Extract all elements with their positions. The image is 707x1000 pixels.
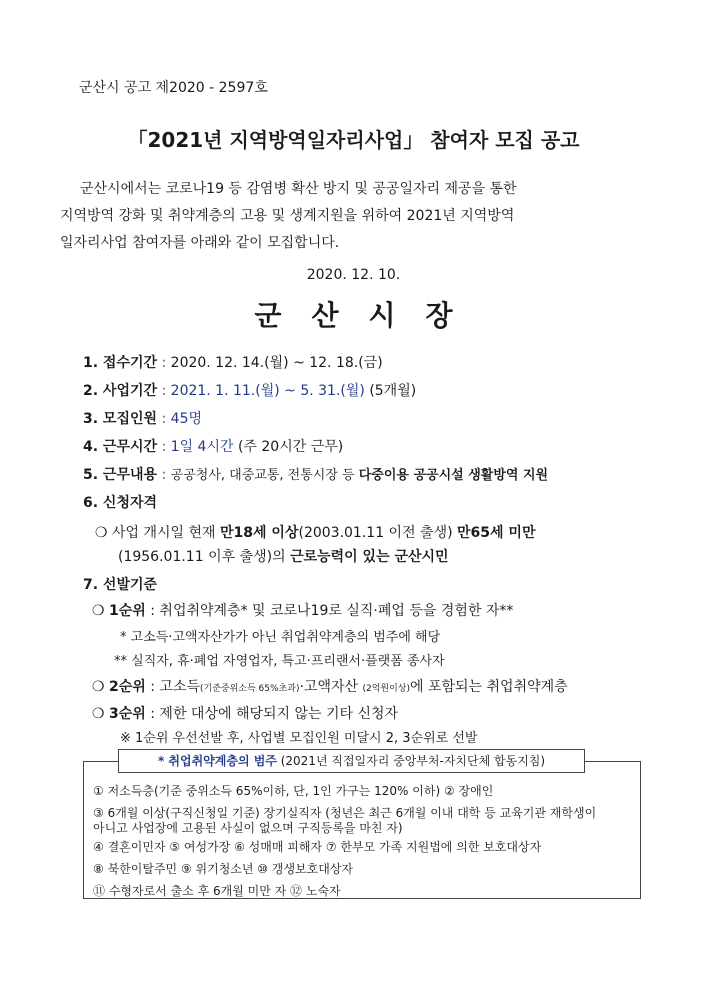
item-label: 4. 근무시간	[83, 439, 158, 455]
box-line-3: 아니고 사업장에 고용된 사실이 없으며 구직등록을 마친 자)	[93, 821, 403, 835]
intro-line-3: 일자리사업 참여자를 아래와 같이 모집합니다.	[60, 235, 340, 251]
item-value: 공공청사, 대중교통, 전통시장 등	[170, 468, 359, 483]
item-label: 3. 모집인원	[83, 411, 158, 427]
criteria-rank-1: ❍ 1순위 : 취업취약계층* 및 코로나19로 실직·폐업 등을 경험한 자**	[92, 603, 514, 619]
intro-line-1: 군산시에서는 코로나19 등 감염병 확산 방지 및 공공일자리 제공을 통한	[80, 181, 517, 197]
intro-line-2: 지역방역 강화 및 취약계층의 고용 및 생계지원을 위하여 2021년 지역방역	[60, 208, 515, 224]
qualification-line-1: ❍ 사업 개시일 현재 만18세 이상(2003.01.11 이전 출생) 만65세 미만	[95, 525, 536, 541]
item-qualification-label: 6. 신청자격	[83, 495, 158, 511]
item-label: 5. 근무내용	[83, 467, 158, 483]
criteria-selection-note: ※ 1순위 우선선발 후, 사업별 모집인원 미달시 2, 3순위로 선발	[120, 731, 478, 746]
criteria-rank-3: ❍ 3순위 : 제한 대상에 해당되지 않는 기타 신청자	[92, 706, 399, 722]
item-work-content: 5. 근무내용 : 공공청사, 대중교통, 전통시장 등 다중이용 공공시설 생활방역 지원	[83, 467, 549, 483]
item-label: 2. 사업기간	[83, 383, 158, 399]
item-application-period: 1. 접수기간 : 2020. 12. 14.(월) ~ 12. 18.(금)	[83, 355, 383, 371]
item-criteria-label: 7. 선발기준	[83, 577, 158, 593]
issuer-name: 군산시장	[254, 299, 483, 332]
box-line-2: ③ 6개월 이상(구직신청일 기준) 장기실직자 (청년은 최근 6개월 이내 대학 등 교육기관 재학생이	[93, 806, 597, 820]
criteria-rank-1-note-2: ** 실직자, 휴·폐업 자영업자, 특고·프리랜서·플랫폼 종사자	[114, 654, 445, 669]
item-value-bold: 다중이용 공공시설 생활방역 지원	[358, 468, 549, 483]
qualification-line-2: (1956.01.11 이후 출생)의 근로능력이 있는 군산시민	[118, 549, 449, 565]
item-recruit-count: 3. 모집인원 : 45명	[83, 411, 202, 427]
criteria-rank-1-note-1: * 고소득·고액자산가가 아닌 취업취약계층의 범주에 해당	[120, 630, 441, 645]
box-title: * 취업취약계층의 범주 (2021년 직접일자리 중앙부처-자치단체 합동지침)	[118, 749, 585, 773]
item-extra: (5개월)	[369, 383, 417, 399]
box-line-1: ① 저소득층(기준 중위소득 65%이하, 단, 1인 가구는 120% 이하) ② 장애인	[93, 784, 494, 798]
item-work-hours: 4. 근무시간 : 1일 4시간 (주 20시간 근무)	[83, 439, 344, 455]
item-value: 1일 4시간	[170, 439, 234, 455]
box-line-4: ④ 결혼이민자 ⑤ 여성가장 ⑥ 성매매 피해자 ⑦ 한부모 가족 지원법에 의한 보호대상자	[93, 840, 542, 854]
item-value: 45명	[170, 411, 202, 427]
criteria-rank-2: ❍ 2순위 : 고소득(기준중위소득 65%초과)·고액자산 (2억원이상)에 포함되는 취업취약계층	[92, 679, 568, 695]
publication-date: 2020. 12. 10.	[306, 267, 401, 283]
notice-number: 군산시 공고 제2020 - 2597호	[79, 80, 268, 96]
item-label: 1. 접수기간	[83, 355, 158, 371]
box-line-6: ⑪ 수형자로서 출소 후 6개월 미만 자 ⑫ 노숙자	[93, 884, 341, 898]
item-value: 2020. 12. 14.(월) ~ 12. 18.(금)	[170, 355, 383, 371]
box-line-5: ⑧ 북한이탈주민 ⑨ 위기청소년 ⑩ 갱생보호대상자	[93, 862, 354, 876]
document-title: 「2021년 지역방역일자리사업」 참여자 모집 공고	[127, 128, 580, 152]
item-project-period: 2. 사업기간 : 2021. 1. 11.(월) ~ 5. 31.(월) (5개월)	[83, 383, 417, 399]
item-value: 2021. 1. 11.(월) ~ 5. 31.(월)	[170, 383, 365, 399]
item-extra: (주 20시간 근무)	[237, 439, 344, 455]
